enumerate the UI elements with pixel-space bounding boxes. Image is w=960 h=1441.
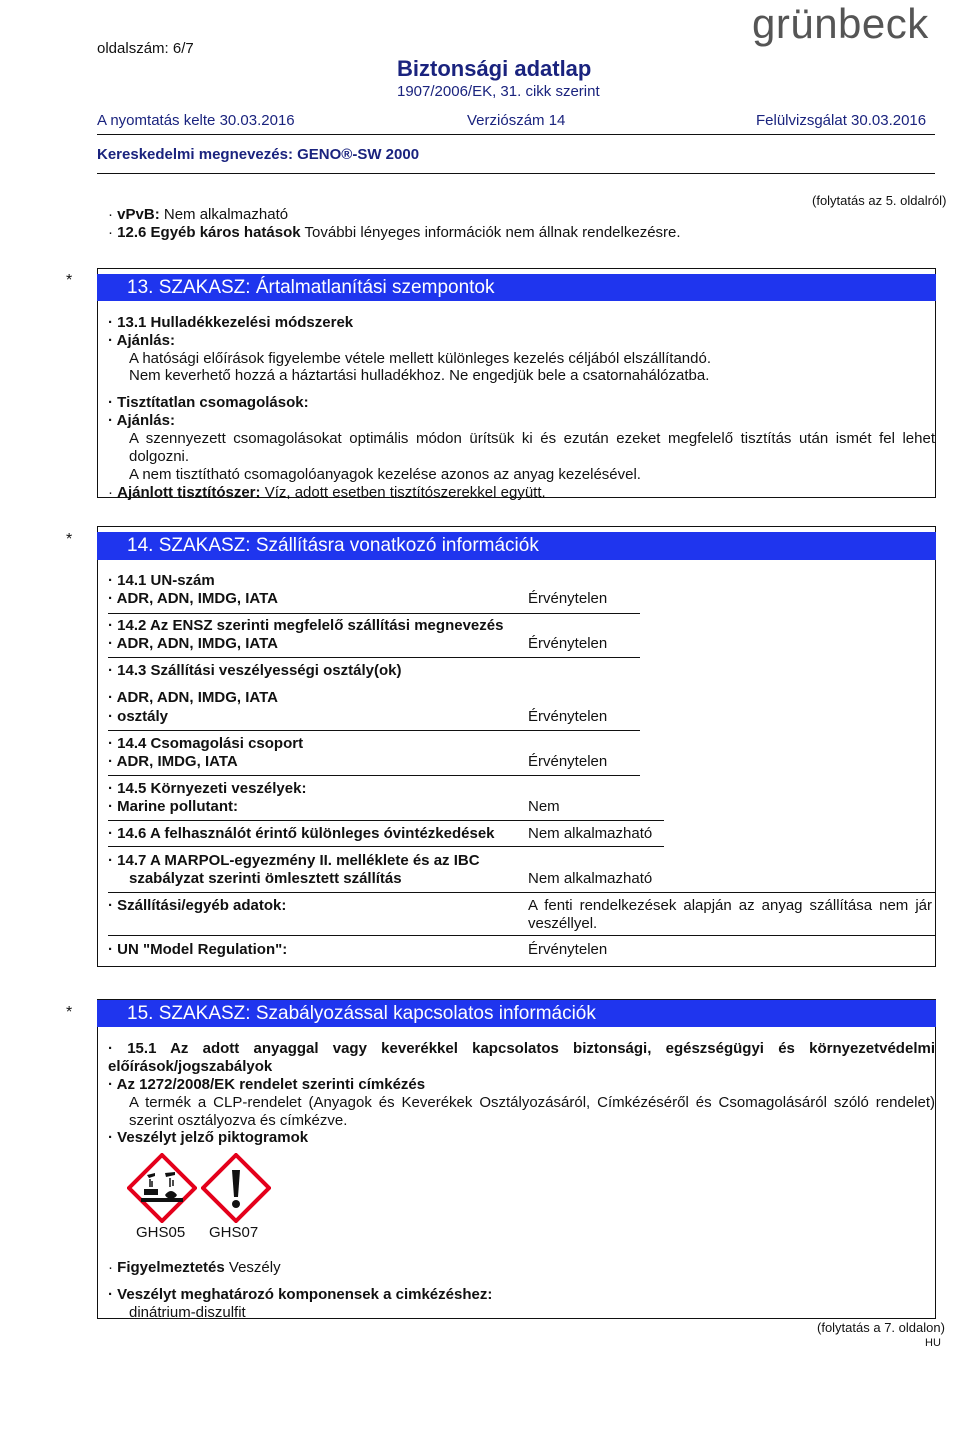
change-marker: * bbox=[66, 272, 73, 289]
special-precautions-heading: · 14.6 A felhasználót érintő különleges óvintézkedések bbox=[108, 825, 495, 843]
waste-methods-heading: · 13.1 Hulladékkezelési módszerek bbox=[108, 314, 353, 332]
section-15-header: 15. SZAKASZ: Szabályozással kapcsolatos információk bbox=[97, 1000, 936, 1027]
divider bbox=[108, 657, 640, 658]
recommendation-label: · Ajánlás: bbox=[108, 332, 175, 350]
vpvb-row: · vPvB: Nem alkalmazható bbox=[108, 206, 288, 224]
hazard-class-heading: · 14.3 Szállítási veszélyességi osztály(ok) bbox=[108, 662, 402, 680]
continued-on-next: (folytatás a 7. oldalon) bbox=[817, 1320, 945, 1335]
page-number: oldalszám: 6/7 bbox=[97, 40, 194, 57]
other-effects-row: · 12.6 Egyéb káros hatások További lényeges információk nem állnak rendelkezésre. bbox=[108, 224, 681, 242]
pictograms-heading: · Veszélyt jelző piktogramok bbox=[108, 1129, 308, 1147]
transport-modes-1: · ADR, ADN, IMDG, IATA bbox=[108, 590, 278, 608]
company-logo: grünbeck bbox=[752, 0, 929, 47]
packing-group-value: Érvénytelen bbox=[528, 753, 608, 770]
shipping-name-value: Érvénytelen bbox=[528, 635, 608, 652]
trade-name: Kereskedelmi megnevezés: GENO®-SW 2000 bbox=[97, 146, 420, 163]
hazardous-component: dinátrium-diszulfit bbox=[129, 1304, 246, 1321]
section-13-header: 13. SZAKASZ: Ártalmatlanítási szempontok bbox=[97, 274, 936, 301]
marpol-value: Nem alkalmazható bbox=[528, 870, 653, 887]
un-model-regulation-value: Érvénytelen bbox=[528, 941, 608, 958]
un-number-heading: · 14.1 UN-szám bbox=[108, 572, 215, 590]
ghs07-label: GHS07 bbox=[209, 1224, 259, 1241]
uncleaned-packaging-heading: · Tisztítatlan csomagolások: bbox=[108, 394, 309, 412]
recommendation-label-2: · Ajánlás: bbox=[108, 412, 175, 430]
un-number-value: Érvénytelen bbox=[528, 590, 608, 607]
version-number: Verziószám 14 bbox=[467, 112, 566, 129]
divider bbox=[108, 935, 935, 936]
packaging-text: A szennyezett csomagolásokat optimális módon ürítsük ki és ezután ezeket megfelelő tisztítás után ismét fel lehet dolgozni. bbox=[129, 430, 935, 465]
hazard-class-value: Érvénytelen bbox=[528, 708, 608, 725]
marine-pollutant-label: · Marine pollutant: bbox=[108, 798, 238, 816]
divider bbox=[108, 820, 664, 821]
class-label: · osztály bbox=[108, 708, 168, 726]
print-date: A nyomtatás kelte 30.03.2016 bbox=[97, 112, 295, 129]
marine-pollutant-value: Nem bbox=[528, 798, 560, 815]
un-model-regulation-label: · UN "Model Regulation": bbox=[108, 941, 287, 959]
exclamation-pictogram-icon bbox=[201, 1153, 271, 1223]
disposal-text-2: Nem keverhető hozzá a háztartási hulladékhoz. Ne engedjük bele a csatornahálózatba. bbox=[129, 367, 710, 384]
hazardous-components-heading: · Veszélyt meghatározó komponensek a cimkézéshez: bbox=[108, 1286, 492, 1304]
transport-other-label: · Szállítási/egyéb adatok: bbox=[108, 897, 286, 915]
transport-modes-2: · ADR, ADN, IMDG, IATA bbox=[108, 635, 278, 653]
packaging-text-2: A nem tisztítható csomagolóanyagok kezelése azonos az anyag kezelésével. bbox=[129, 466, 641, 483]
registered-icon: ® bbox=[341, 146, 353, 163]
disposal-text-1: A hatósági előírások figyelembe vétele mellett különleges kezelés céljából elszállítandó. bbox=[129, 350, 712, 367]
language-code: HU bbox=[925, 1337, 941, 1349]
continued-from: (folytatás az 5. oldalról) bbox=[812, 193, 947, 208]
transport-modes-4: · ADR, IMDG, IATA bbox=[108, 753, 238, 771]
cleaner-row: · Ajánlott tisztítószer: Víz, adott esetben tisztítószerekkel együtt. bbox=[108, 484, 546, 502]
divider bbox=[108, 730, 640, 731]
shipping-name-heading: · 14.2 Az ENSZ szerinti megfelelő szállítási megnevezés bbox=[108, 617, 503, 635]
marpol-heading: · 14.7 A MARPOL-egyezmény II. melléklete és az IBC bbox=[108, 852, 480, 870]
transport-modes-3: · ADR, ADN, IMDG, IATA bbox=[108, 689, 278, 707]
trade-name-divider bbox=[97, 173, 935, 174]
revision-date: Felülvizsgálat 30.03.2016 bbox=[756, 112, 927, 129]
packing-group-heading: · 14.4 Csomagolási csoport bbox=[108, 735, 303, 753]
header-divider bbox=[97, 134, 935, 135]
divider bbox=[108, 892, 935, 893]
marpol-heading-line2: szabályzat szerinti ömlesztett szállítás bbox=[129, 870, 402, 887]
corrosion-pictogram-icon bbox=[127, 1153, 197, 1223]
special-precautions-value: Nem alkalmazható bbox=[528, 825, 653, 842]
clp-labelling-heading: · Az 1272/2008/EK rendelet szerinti címkézés bbox=[108, 1076, 425, 1094]
change-marker: * bbox=[66, 531, 73, 548]
section-14-header: 14. SZAKASZ: Szállításra vonatkozó információk bbox=[97, 532, 936, 560]
ghs05-label: GHS05 bbox=[136, 1224, 186, 1241]
environmental-hazards-heading: · 14.5 Környezeti veszélyek: bbox=[108, 780, 306, 798]
divider bbox=[108, 775, 640, 776]
doc-subtitle: 1907/2006/EK, 31. cikk szerint bbox=[397, 83, 600, 100]
signal-word-row: · Figyelmeztetés Veszély bbox=[108, 1259, 281, 1277]
regulations-heading: · 15.1 Az adott anyaggal vagy keverékkel kapcsolatos biztonsági, egészségügyi és környezetvédelmi előírások/jogszabályok bbox=[108, 1040, 935, 1075]
divider bbox=[108, 846, 664, 847]
change-marker: * bbox=[66, 1004, 73, 1021]
transport-other-value: A fenti rendelkezések alapján az anyag szállítása nem jár veszéllyel. bbox=[528, 897, 932, 932]
doc-title: Biztonsági adatlap bbox=[397, 56, 592, 81]
divider bbox=[108, 613, 640, 614]
clp-labelling-text: A termék a CLP-rendelet (Anyagok és Keverékek Osztályozásáról, Címkézéséről és Csomagolásáról szóló rendelet) szerint osztályozva és címkézve. bbox=[129, 1094, 935, 1129]
